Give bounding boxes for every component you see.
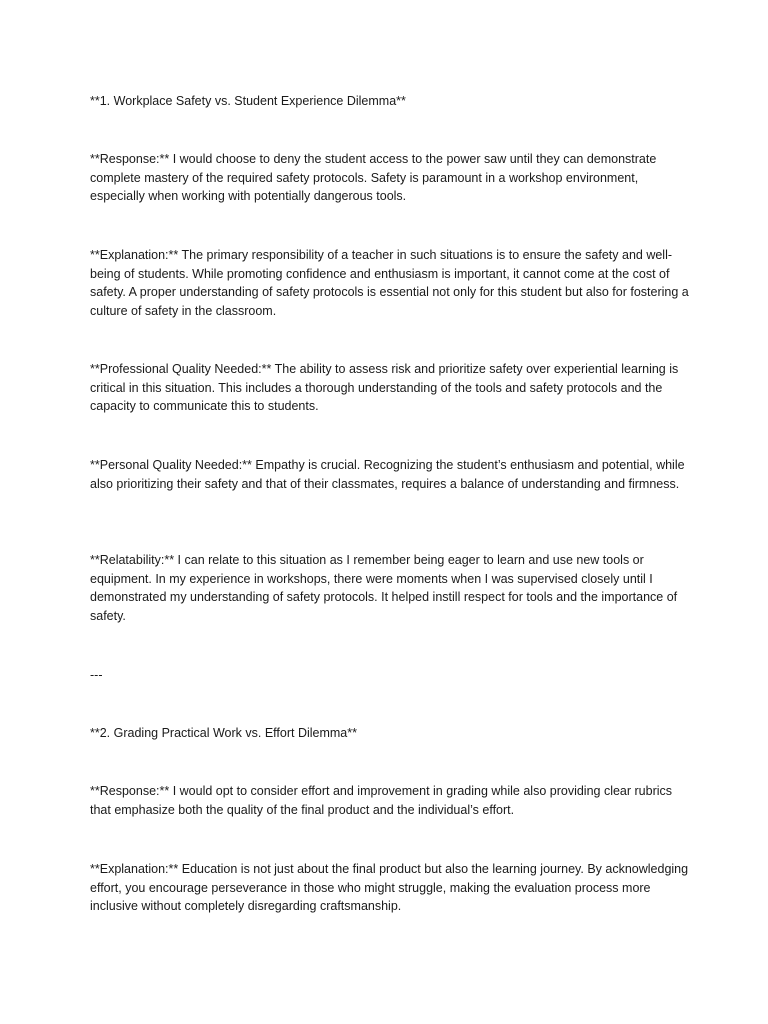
section-2-heading: **2. Grading Practical Work vs. Effort Dilemma** <box>90 726 357 740</box>
section-1-response: **Response:** I would choose to deny the student access to the power saw until they can demonstrate complete mastery of the required safety protocols. Safety is paramount in a workshop environment, especially when working with potentially dangerous tools. <box>90 152 657 204</box>
section-1-personal-quality: **Personal Quality Needed:** Empathy is crucial. Recognizing the student’s enthusiasm and potential, while also prioritizing their safety and that of their classmates, requires a balance of understanding and firmness. <box>90 458 685 491</box>
section-2-response: **Response:** I would opt to consider effort and improvement in grading while also providing clear rubrics that emphasize both the quality of the final product and the individual’s effort. <box>90 784 673 817</box>
section-1-relatability: **Relatability:** I can relate to this situation as I remember being eager to learn and use new tools or equipment. In my experience in workshops, there were moments when I was supervised closely until I demonstrated my understanding of safety protocols. It helped instill respect for tools and the importance of safety. <box>90 553 678 623</box>
section-1-professional-quality: **Professional Quality Needed:** The ability to assess risk and prioritize safety over experiential learning is critical in this situation. This includes a thorough understanding of the tools and safety protocols and the capacity to communicate this to students. <box>90 362 679 414</box>
section-divider: --- <box>90 668 103 682</box>
section-1-explanation: **Explanation:** The primary responsibility of a teacher in such situations is to ensure the safety and well-being of students. While promoting confidence and enthusiasm is important, it cannot come at the cost of safety. A proper understanding of safety protocols is essential not only for this student but also for fostering a culture of safety in the classroom. <box>90 248 689 318</box>
section-1-heading: **1. Workplace Safety vs. Student Experience Dilemma** <box>90 94 406 108</box>
section-2-explanation: **Explanation:** Education is not just about the final product but also the learning journey. By acknowledging effort, you encourage perseverance in those who might struggle, making the evaluation process more inclusive without completely disregarding craftsmanship. <box>90 862 689 914</box>
